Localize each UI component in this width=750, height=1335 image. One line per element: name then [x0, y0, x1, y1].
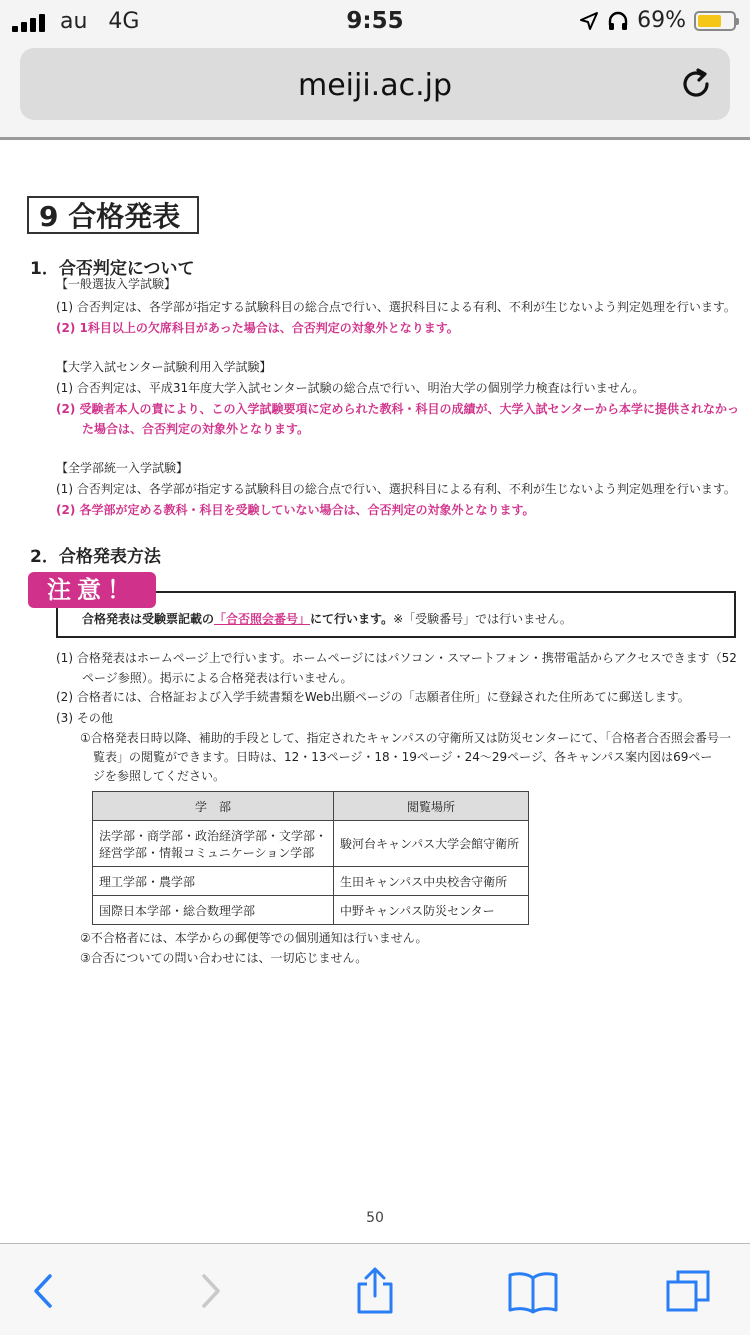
page-number: 50: [366, 1210, 384, 1226]
headphones-icon: [607, 10, 629, 32]
group-center-label: 【大学入試センター試験利用入学試験】: [56, 360, 272, 374]
browser-toolbar: [0, 1243, 750, 1335]
group-unified-label: 【全学部統一入学試験】: [56, 461, 189, 475]
table-cell-place: 生田キャンパス中央校舎守衛所: [334, 867, 529, 896]
group-general-label: 【一般選抜入学試験】: [56, 277, 177, 291]
bookmarks-icon[interactable]: [503, 1266, 563, 1316]
status-bar: [0, 0, 750, 44]
table-header-place: 閲覧場所: [334, 792, 529, 821]
general-item-2: (2) 1科目以上の欠席科目があった場合は、合否判定の対象外となります。: [56, 321, 459, 335]
other-item-2: ②不合格者には、本学からの郵便等での個別通知は行いません。: [80, 931, 428, 945]
address-bar[interactable]: [20, 48, 730, 120]
unified-item-2: (2) 各学部が定める教科・科目を受験していない場合は、合否判定の対象外となります。: [56, 503, 535, 517]
viewing-location-table: [92, 791, 529, 925]
table-row: [93, 867, 529, 896]
forward-icon[interactable]: [180, 1266, 240, 1316]
back-icon[interactable]: [14, 1266, 74, 1316]
other-item-1-cont2: ジを参照してください。: [93, 769, 226, 783]
dept-line: 経営学部・情報コミュニケーション学部: [99, 845, 315, 860]
tabs-icon[interactable]: [662, 1266, 722, 1316]
battery-fill: [698, 15, 721, 27]
method-item-1: (1) 合格発表はホームページ上で行います。ホームページにはパソコン・スマートフォン・携帯電話からアクセスできます（52: [56, 651, 737, 665]
notice-post: にて行います。: [310, 612, 394, 626]
table-cell-place: 中野キャンパス防災センター: [334, 896, 529, 925]
method-item-2: (2) 合格者には、合格証および入学手続書類をWeb出願ページの「志願者住所」に登録された住所あてに郵送します。: [56, 690, 690, 704]
browser-header: [0, 44, 750, 140]
other-item-1: ①合格発表日時以降、補助的手段として、指定されたキャンパスの守衛所又は防災センターにて、「合格者合否照会番号一: [80, 731, 731, 745]
dept-line: 法学部・商学部・政治経済学部・文学部・: [99, 828, 328, 843]
center-item-1: (1) 合否判定は、平成31年度大学入試センター試験の総合点で行い、明治大学の個別学力検査は行いません。: [56, 381, 645, 395]
center-item-2: (2) 受験者本人の責により、この入学試験要項に定められた教科・科目の成績が、大学入試センターから本学に提供されなかっ: [56, 402, 740, 416]
other-item-1-cont: 覧表」の閲覧ができます。日時は、12・13ページ・18・19ページ・24〜29ページ、各キャンパス案内図は69ペー: [93, 750, 713, 764]
clock: 9:55: [346, 8, 404, 34]
notice-label: 注意！: [28, 572, 156, 608]
method-item-3: (3) その他: [56, 711, 113, 725]
table-cell-dept: 理工学部・農学部: [93, 867, 334, 896]
table-row: [93, 896, 529, 925]
table-header-row: [93, 792, 529, 821]
notice-note: ※「受験番号」では行いません。: [393, 612, 572, 626]
general-item-1: (1) 合否判定は、各学部が指定する試験科目の総合点で行い、選択科目による有利、不利が生じないよう判定処理を行います。: [56, 300, 736, 314]
network-type: 4G: [108, 9, 140, 34]
battery-icon: [694, 11, 736, 31]
location-icon: [579, 11, 599, 31]
other-item-3: ③合否についての問い合わせには、一切応じません。: [80, 951, 368, 965]
reload-icon[interactable]: [678, 66, 714, 102]
notice-text: [82, 610, 572, 627]
share-icon[interactable]: [345, 1266, 405, 1316]
table-cell-dept: 国際日本学部・総合数理学部: [93, 896, 334, 925]
section-title: 9 合格発表: [27, 196, 199, 234]
table-cell-dept: [93, 821, 334, 867]
table-row: [93, 821, 529, 867]
notice-box: [56, 591, 736, 638]
heading-announcement: 2．合格発表方法: [30, 547, 161, 567]
heading-judgement: 1．合否判定について: [30, 259, 195, 279]
table-cell-place: 駿河台キャンパス大学会館守衛所: [334, 821, 529, 867]
carrier-name: au: [60, 9, 88, 34]
table-header-dept: 学 部: [93, 792, 334, 821]
method-item-1-cont: ページ参照）。掲示による合格発表は行いません。: [82, 671, 353, 685]
unified-item-1: (1) 合否判定は、各学部が指定する試験科目の総合点で行い、選択科目による有利、不利が生じないよう判定処理を行います。: [56, 482, 736, 496]
battery-percent: 69%: [637, 8, 686, 33]
center-item-2-cont: た場合は、合否判定の対象外となります。: [82, 422, 310, 436]
notice-pre: 合格発表は受験票記載の: [82, 612, 215, 626]
url-text[interactable]: meiji.ac.jp: [297, 68, 452, 103]
notice-key: 「合否照会番号」: [214, 612, 311, 626]
document-page: [0, 148, 750, 1243]
status-right: [579, 8, 736, 33]
